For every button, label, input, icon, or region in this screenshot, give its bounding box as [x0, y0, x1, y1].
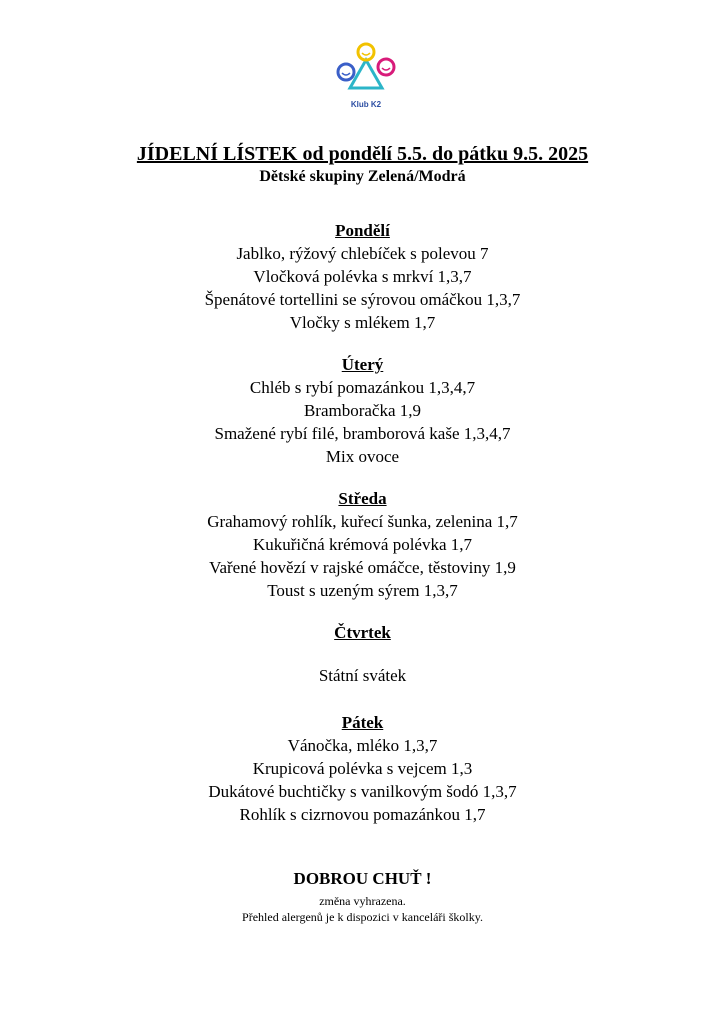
- logo-figures-icon: [330, 38, 402, 100]
- dish-item: Vločky s mlékem 1,7: [289, 313, 436, 332]
- page-subtitle: Dětské skupiny Zelená/Modrá: [259, 168, 466, 185]
- dish-item: Toust s uzeným sýrem 1,3,7: [267, 581, 458, 600]
- footer-note-allergens: Přehled alergenů je k dispozici v kanceláři školky.: [242, 910, 483, 924]
- day-tuesday: [0, 353, 725, 468]
- dish-item: Krupicová polévka s vejcem 1,3: [252, 759, 473, 778]
- day-monday: [0, 219, 725, 334]
- logo-text: Klub K2: [350, 100, 382, 109]
- day-name-thursday: Čtvrtek: [334, 623, 391, 642]
- day-name-monday: Pondělí: [335, 221, 390, 240]
- day-thursday: [0, 621, 725, 687]
- dish-item: Kukuřičná krémová polévka 1,7: [252, 535, 473, 554]
- footer-greeting: DOBROU CHUŤ !: [293, 869, 432, 888]
- dish-item: Dukátové buchtičky s vanilkovým šodó 1,3,7: [208, 782, 517, 801]
- dish-item: Vánočka, mléko 1,3,7: [287, 736, 438, 755]
- dish-item: Jablko, rýžový chlebíček s polevou 7: [236, 244, 489, 263]
- dish-item: Špenátové tortellini se sýrovou omáčkou 1,3,7: [204, 290, 521, 309]
- day-name-wednesday: Středa: [338, 489, 387, 508]
- dish-item: Bramboračka 1,9: [303, 401, 422, 420]
- dish-item: Mix ovoce: [325, 447, 400, 466]
- page-title: JÍDELNÍ LÍSTEK od pondělí 5.5. do pátku 9.5. 2025: [136, 143, 589, 165]
- day-friday: [0, 711, 725, 826]
- dish-item: Chléb s rybí pomazánkou 1,3,4,7: [249, 378, 476, 397]
- dish-item: Vařené hovězí v rajské omáčce, těstoviny 1,9: [209, 558, 516, 577]
- dish-item: Smažené rybí filé, bramborová kaše 1,3,4,7: [214, 424, 511, 443]
- footer-note-changes: změna vyhrazena.: [319, 894, 406, 908]
- dish-item: Grahamový rohlík, kuřecí šunka, zelenina 1,7: [207, 512, 518, 531]
- day-name-tuesday: Úterý: [341, 355, 384, 374]
- klub-k2-logo: [330, 38, 402, 118]
- dish-item: Rohlík s cizrnovou pomazánkou 1,7: [239, 805, 486, 824]
- dish-item: Vločková polévka s mrkví 1,3,7: [253, 267, 472, 286]
- day-name-friday: Pátek: [341, 713, 384, 732]
- day-wednesday: [0, 487, 725, 602]
- holiday-note: Státní svátek: [318, 666, 407, 685]
